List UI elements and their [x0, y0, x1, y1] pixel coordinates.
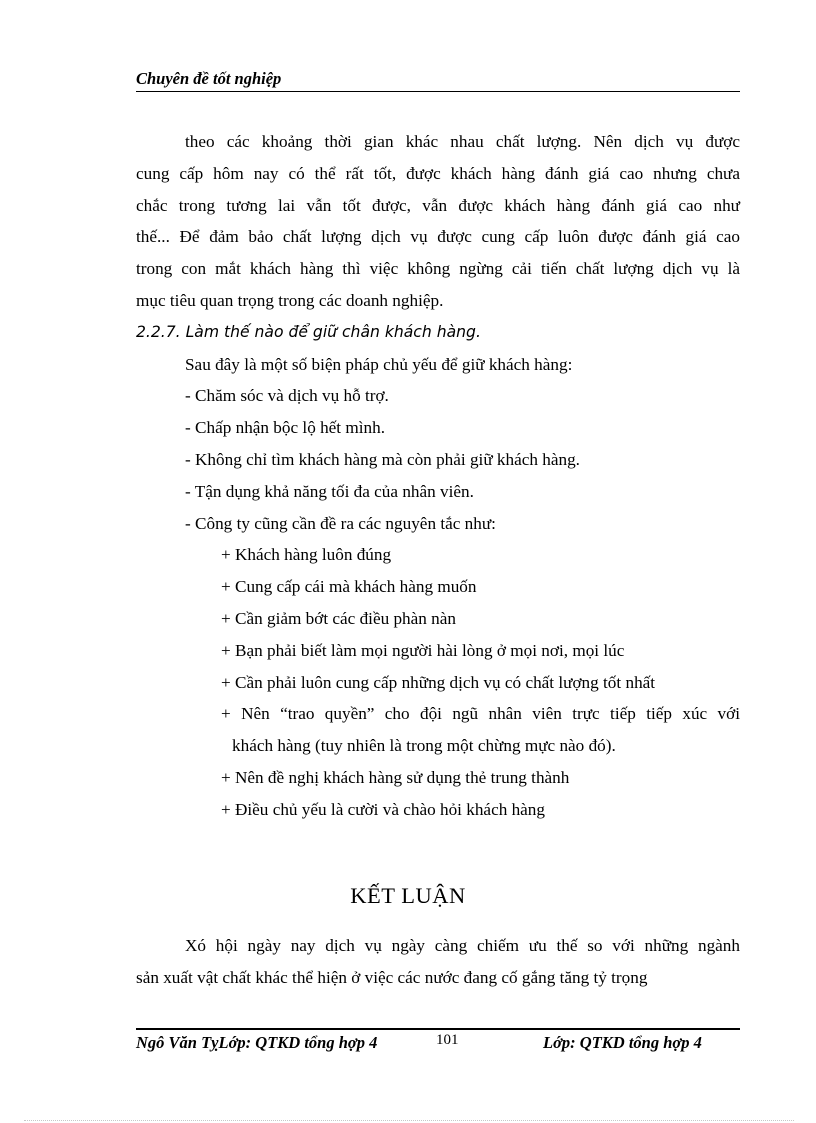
- page-number: 101: [436, 1032, 459, 1048]
- footer-author-class: Ngô Văn TỵLớp: QTKD tổng hợp 4: [136, 1033, 378, 1052]
- principle-item: + Cung cấp cái mà khách hàng muốn: [221, 577, 477, 597]
- footer-rule: [136, 1028, 740, 1030]
- measure-item: - Chăm sóc và dịch vụ hỗ trợ.: [185, 386, 389, 406]
- principle-item: + Cần phải luôn cung cấp những dịch vụ có chất lượng tốt nhất: [221, 672, 656, 692]
- footer-class: Lớp: QTKD tổng hợp 4: [543, 1033, 702, 1052]
- header-rule: [136, 91, 740, 92]
- paragraph-line: cung cấp hôm nay có thể rất tốt, được khách hàng đánh giá cao nhưng chưa: [136, 163, 740, 183]
- paragraph-line: thế... Để đảm bảo chất lượng dịch vụ được cung cấp luôn được đánh giá cao: [136, 227, 740, 247]
- principle-item: + Nên đề nghị khách hàng sử dụng thẻ trung thành: [221, 767, 570, 787]
- principle-item: + Nên “trao quyền” cho đội ngũ nhân viên trực tiếp tiếp xúc với: [221, 704, 740, 724]
- body-text: [136, 126, 740, 826]
- paragraph-line: theo các khoảng thời gian khác nhau chất lượng. Nên dịch vụ được: [185, 132, 740, 151]
- intro-line: Sau đây là một số biện pháp chủ yếu để giữ khách hàng:: [185, 354, 573, 374]
- header-title: Chuyên đề tốt nghiệp: [136, 69, 282, 88]
- measure-item: - Không chỉ tìm khách hàng mà còn phải giữ khách hàng.: [185, 449, 580, 469]
- paragraph-line: mục tiêu quan trọng trong các doanh nghiệp.: [136, 290, 444, 310]
- conclusion-title: KẾT LUẬN: [350, 883, 466, 908]
- principle-item-continuation: khách hàng (tuy nhiên là trong một chừng mực nào đó).: [232, 736, 616, 756]
- principle-item: + Bạn phải biết làm mọi người hài lòng ở mọi nơi, mọi lúc: [221, 640, 625, 660]
- conclusion-line: sản xuất vật chất khác thể hiện ở việc các nước đang cố gắng tăng tỷ trọng: [136, 967, 648, 987]
- conclusion-line: Xó hội ngày nay dịch vụ ngày càng chiếm ưu thế so với những ngành: [185, 936, 740, 955]
- paragraph-line: chắc trong tương lai vẫn tốt được, vẫn được khách hàng đánh giá cao như: [136, 195, 740, 215]
- principle-item: + Cần giảm bớt các điều phàn nàn: [221, 608, 456, 628]
- measure-item: - Công ty cũng cần đề ra các nguyên tắc như:: [185, 513, 496, 533]
- paragraph-line: trong con mắt khách hàng thì việc không ngừng cải tiến chất lượng dịch vụ là: [136, 259, 740, 279]
- conclusion-text: [136, 930, 740, 994]
- page-edge-divider: [24, 1120, 794, 1121]
- section-heading: 2.2.7. Làm thế nào để giữ chân khách hàng.: [136, 322, 481, 341]
- principle-item: + Điều chủ yếu là cười và chào hỏi khách hàng: [221, 799, 545, 819]
- measure-item: - Chấp nhận bộc lộ hết mình.: [185, 418, 386, 438]
- measure-item: - Tận dụng khả năng tối đa của nhân viên.: [185, 481, 474, 501]
- principle-item: + Khách hàng luôn đúng: [221, 545, 392, 565]
